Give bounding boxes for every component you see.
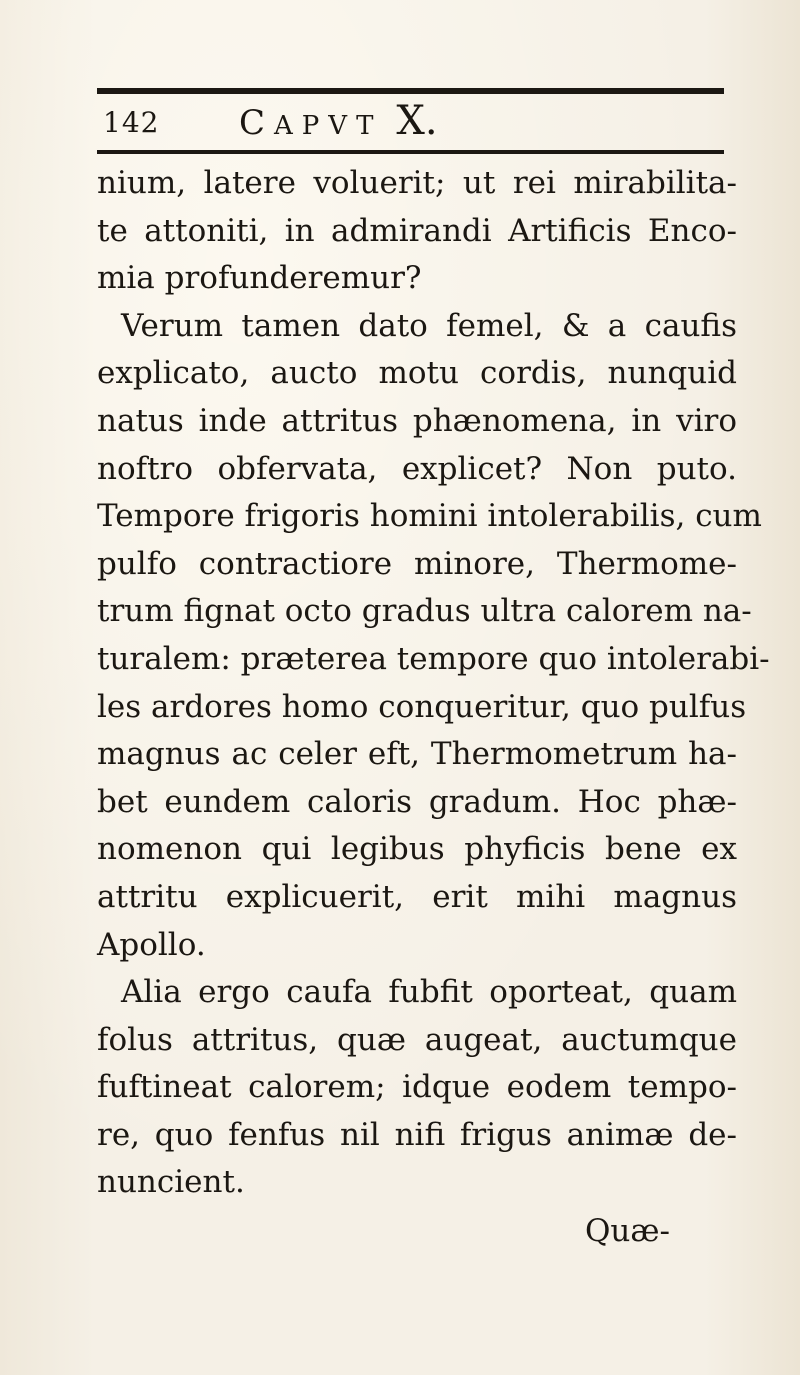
text-line: les ardores homo conqueritur, quo pulfus bbox=[97, 688, 747, 725]
text-line: magnus ac celer eft, Thermometrum ha- bbox=[97, 736, 737, 773]
page-header bbox=[97, 94, 724, 150]
chapter-numeral: X. bbox=[396, 98, 438, 144]
text-line: re, quo fenfus nil nifi frigus animæ de- bbox=[97, 1116, 737, 1153]
text-line: bet eundem caloris gradum. Hoc phæ- bbox=[97, 783, 737, 820]
text-line: explicato, aucto motu cordis, nunquid bbox=[97, 355, 737, 392]
body-text bbox=[97, 160, 770, 1207]
text-line: Tempore frigoris homini intolerabilis, cum bbox=[97, 498, 762, 535]
text-line: noftro obfervata, explicet? Non puto. bbox=[97, 450, 737, 487]
text-line: nuncient. bbox=[97, 1164, 245, 1201]
text-line: Apollo. bbox=[97, 926, 206, 963]
catchword: Quæ- bbox=[585, 1213, 670, 1249]
text-line: te attoniti, in admirandi Artificis Enco- bbox=[97, 212, 737, 249]
text-line: turalem: præterea tempore quo intolerabi- bbox=[97, 640, 770, 677]
running-head-title: CAPVT bbox=[239, 103, 383, 143]
text-line: fuftineat calorem; idque eodem tempo- bbox=[97, 1069, 737, 1106]
header-rule-bottom bbox=[97, 150, 724, 154]
text-line: attritu explicuerit, erit mihi magnus bbox=[97, 878, 737, 915]
text-line: trum fignat octo gradus ultra calorem na- bbox=[97, 593, 752, 630]
text-line: Alia ergo caufa fubfit oporteat, quam bbox=[121, 974, 737, 1011]
text-line: pulfo contractiore minore, Thermome- bbox=[97, 545, 737, 582]
text-line: folus attritus, quæ augeat, auctumque bbox=[97, 1021, 737, 1058]
running-head bbox=[239, 98, 438, 144]
text-line: mia profunderemur? bbox=[97, 260, 422, 297]
text-line: Verum tamen dato femel, & a caufis bbox=[121, 307, 737, 344]
text-line: nium, latere voluerit; ut rei mirabilita- bbox=[97, 165, 737, 201]
text-line: natus inde attritus phænomena, in viro bbox=[97, 402, 737, 439]
text-line: nomenon qui legibus phyficis bene ex bbox=[97, 831, 737, 868]
page-number: 142 bbox=[103, 106, 160, 139]
